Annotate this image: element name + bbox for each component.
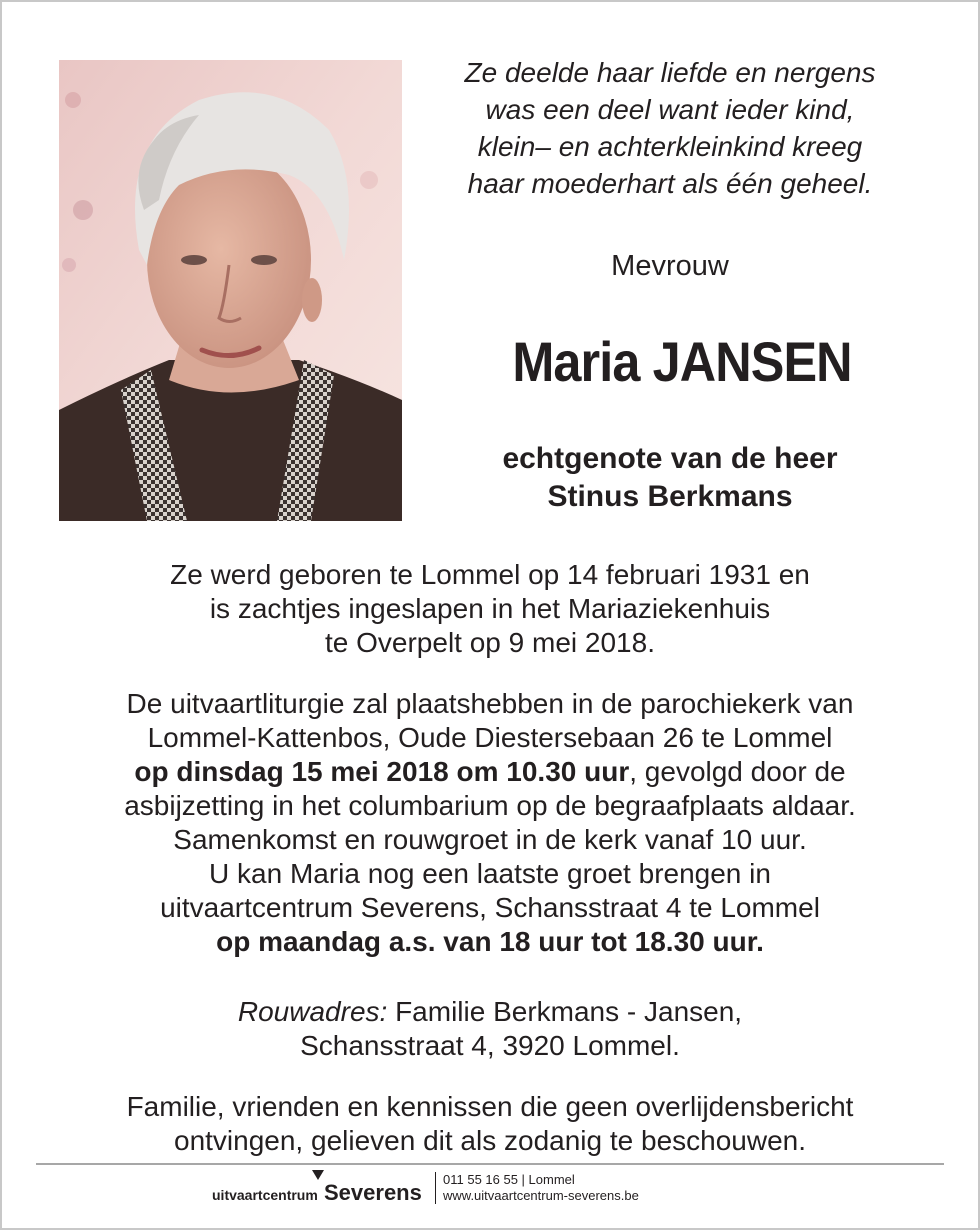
paragraph-line: Lommel-Kattenbos, Oude Diestersebaan 26 te Lommel (147, 722, 833, 753)
address-text: Familie Berkmans - Jansen, (387, 996, 743, 1027)
logo-small-text: uitvaartcentrum (212, 1187, 318, 1203)
mourning-address (40, 995, 940, 1063)
footer-contact (443, 1172, 639, 1204)
paragraph-line: is zachtjes ingeslapen in het Mariaziekenhuis (209, 593, 771, 624)
paragraph-line: te Overpelt op 9 mei 2018. (325, 627, 655, 658)
poem-line: Ze deelde haar liefde en nergens (464, 57, 876, 88)
paragraph-line (40, 755, 940, 789)
funeral-home-logo (212, 1168, 430, 1208)
spouse-line: echtgenote van de heer (502, 442, 838, 475)
footer-website-link[interactable]: www.uitvaartcentrum-severens.be (443, 1188, 639, 1203)
logo-big-text: Severens (324, 1180, 422, 1205)
footer-divider (36, 1163, 944, 1165)
paragraph-line: Samenkomst en rouwgroet in de kerk vanaf 10 uur. (173, 824, 807, 855)
footer-phone: 011 55 16 55 | Lommel (443, 1172, 575, 1187)
poem-line: was een deel want ieder kind, (485, 94, 855, 125)
birth-death-paragraph (40, 558, 940, 660)
paragraph-text: , gevolgd door de (629, 756, 846, 787)
deceased-name: Maria JANSEN (512, 330, 852, 393)
address-label: Rouwadres: (237, 996, 388, 1027)
honorific-title: Mevrouw (611, 250, 729, 282)
paragraph-line (40, 995, 940, 1029)
footer-separator (435, 1172, 436, 1204)
poem-line: haar moederhart als één geheel. (467, 168, 873, 199)
paragraph-line: asbijzetting in het columbarium op de begraafplaats aldaar. (124, 790, 856, 821)
paragraph-line: Familie, vrienden en kennissen die geen overlijdensbericht (126, 1091, 854, 1122)
paragraph-line: U kan Maria nog een laatste groet brengen in (209, 858, 771, 889)
visitation-time: op maandag a.s. van 18 uur tot 18.30 uur. (216, 926, 764, 957)
paragraph-line: Schansstraat 4, 3920 Lommel. (300, 1030, 680, 1061)
spouse-block (420, 440, 920, 516)
paragraph-line: De uitvaartliturgie zal plaatshebben in de parochiekerk van (126, 688, 854, 719)
paragraph-line: Ze werd geboren te Lommel op 14 februari 1931 en (170, 559, 810, 590)
paragraph-line: ontvingen, gelieven dit als zodanig te beschouwen. (174, 1125, 806, 1156)
paragraph-line: uitvaartcentrum Severens, Schansstraat 4 te Lommel (160, 892, 820, 923)
poem (420, 54, 920, 202)
poem-line: klein– en achterkleinkind kreeg (477, 131, 863, 162)
ceremony-date: op dinsdag 15 mei 2018 om 10.30 uur (134, 756, 630, 787)
portrait-photo (59, 60, 402, 521)
notice-paragraph (40, 1090, 940, 1158)
triangle-icon (312, 1170, 324, 1180)
ceremony-paragraph (40, 687, 940, 959)
spouse-line: Stinus Berkmans (547, 480, 793, 513)
